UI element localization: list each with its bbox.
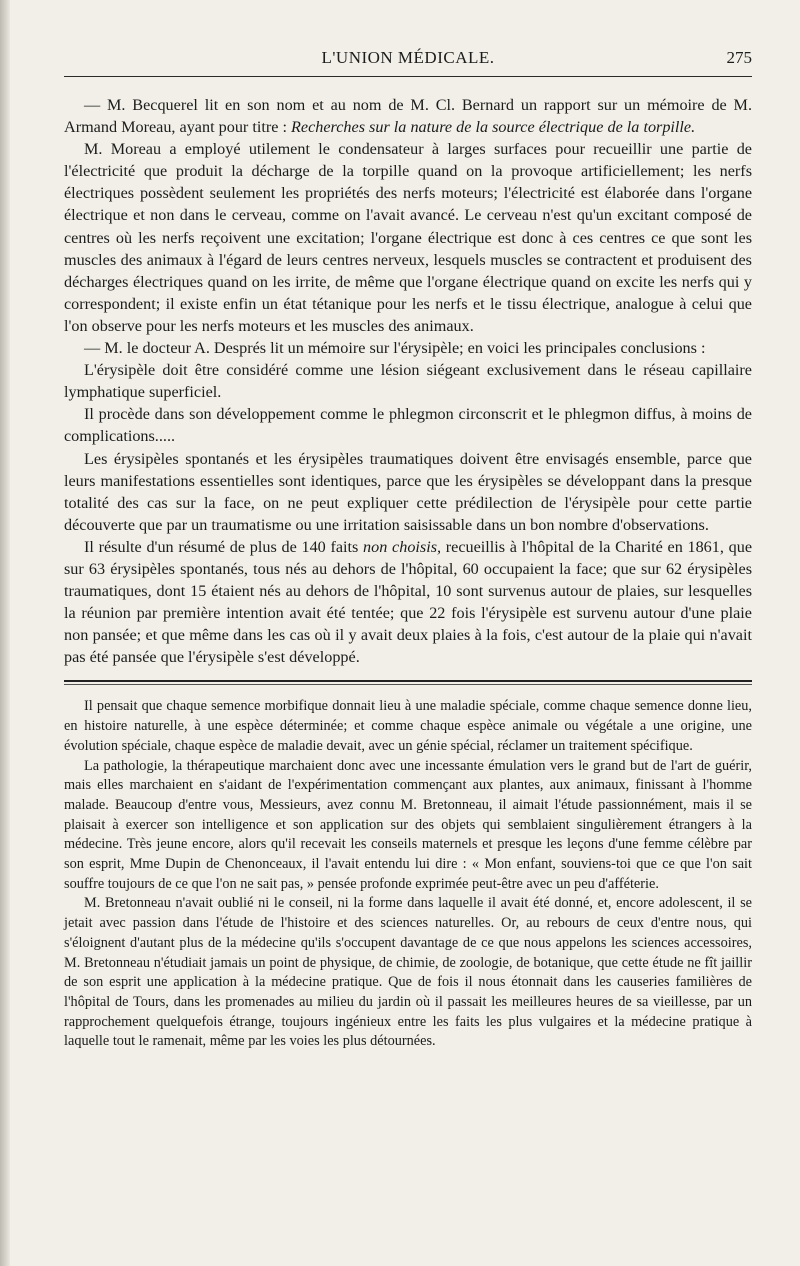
paragraph-conclusion-4 xyxy=(64,536,752,669)
page-gutter-shadow xyxy=(0,0,10,1266)
note-paragraph-1: Il pensait que chaque semence morbifique donnait lieu à une maladie spéciale, comme chaque semence donne lieu, en histoire naturelle, à une espèce déterminée; et comme chaque espèce animale ou végétale a une origine, une évolution spéciale, chaque espèce de maladie devait, avec un génie spécial, réclamer un traitement spécifique. xyxy=(64,698,752,754)
note-paragraph-2: La pathologie, la thérapeutique marchaient donc avec une incessante émulation vers le grand but de l'art de guérir, mais elles marchaient en s'aidant de l'expérimentation commençant aux plantes, aux animaux, finissant à l'homme malade. Beaucoup d'entre vous, Messieurs, avez connu M. Bretonneau, il aimait l'étude passionnément, mais il se plaisait à exercer son intelligence et son application sur des objets qui semblaient singulièrement étrangers à la médecine. Très jeune encore, alors qu'il recevait les conseils maternels et presque les leçons d'une femme célèbre par son esprit, Mme Dupin de Chenonceaux, il l'avait entendu lui dire : « Mon enfant, souviens-toi que ce que l'on sait souffre toujours de ce que l'on ne sait pas, » pensée profonde exprimée peut-être avec un peu d'afféterie. xyxy=(64,757,752,892)
memoir-title: Recherches sur la nature de la source électrique de la torpille. xyxy=(291,118,696,137)
emphasis-text: non choisis, xyxy=(363,537,442,556)
paragraph-conclusion-1: L'érysipèle doit être considéré comme une lésion siégeant exclusivement dans le réseau capillaire lymphatique superficiel. xyxy=(64,361,752,402)
paragraph-becquerel-report xyxy=(64,94,752,138)
feuilleton-section xyxy=(64,697,752,1052)
paragraph-text: Il résulte d'un résumé de plus de 140 faits xyxy=(84,537,364,556)
paragraph-despres-intro: — M. le docteur A. Després lit un mémoire sur l'érysipèle; en voici les principales conclusions : xyxy=(84,339,706,358)
article-body xyxy=(64,94,752,668)
paragraph-conclusion-3: Les érysipèles spontanés et les érysipèles traumatiques doivent être envisagés ensemble, parce que leurs manifestations essentielles sont identiques, parce que les érysipèles se développant dans la presque totalité des cas sur la face, on ne peut expliquer cette prédilection de l'érysipèle pour cette partie découverte que par un traumatisme ou une irritation saisissable dans un bon nombre d'observations. xyxy=(64,449,752,534)
section-divider-rule xyxy=(64,680,752,685)
paragraph-moreau-findings: M. Moreau a employé utilement le condensateur à larges surfaces pour recueillir une partie de l'électricité que produit la décharge de la torpille quand on la provoque artificiellement; les nerfs électriques possèdent seulement les propriétés des nerfs moteurs; l'électricité est élaborée dans l'organe électrique et non dans le cerveau, comme on l'avait avancé. Le cerveau n'est qu'un excitant composé de centres où les nerfs reçoivent une excitation; l'organe électrique est donc à ces centres ce que sont les muscles des animaux à l'égard de leurs centres nerveux, lesquels muscles se contractent et produisent des décharges électriques quand on les irrite, de même que l'organe électrique quand on excite les nerfs qui y correspondent; il existe enfin un état tétanique pour les nerfs et le tissu électrique, analogue à celui que l'on observe pour les nerfs moteurs et les muscles des animaux. xyxy=(64,140,752,335)
header-rule xyxy=(64,76,752,77)
paragraph-text: — M. Becquerel lit en son nom et au nom de M. Cl. Bernard un rapport sur un mémoire de M. Armand Moreau, ayant pour titre : xyxy=(64,96,752,137)
paragraph-text: recueillis à l'hôpital de la Charité en 1861, que sur 63 érysipèles spontanés, tous nés au dehors de l'hôpital, 60 occupaient la face; que sur 62 érysipèles traumatiques, dont 15 étaient nés au dehors de l'hôpital, 10 sont survenus autour de plaies, sur lesquelles la réunion par première intention avait été tentée; que 22 fois l'érysipèle est survenu autour d'une plaie non pansée; et que même dans les cas où il y avait deux plaies à la fois, c'est autour de la plaie qui n'avait pas été pansée que l'érysipèle s'est développé. xyxy=(64,537,752,667)
page-header xyxy=(64,22,752,82)
running-title: L'UNION MÉDICALE. xyxy=(321,48,495,67)
paragraph-conclusion-2: Il procède dans son développement comme le phlegmon circonscrit et le phlegmon diffus, à moins de complications..... xyxy=(64,405,752,446)
note-paragraph-3: M. Bretonneau n'avait oublié ni le conseil, ni la forme dans laquelle il avait été donné, et, encore adolescent, il se jetait avec passion dans l'étude de l'histoire et des sciences naturelles. Or, au rebours de ceux d'entre nous, qui s'éloignent d'autant plus de la médecine qu'ils s'occupent davantage de ce que nous appelons les sciences accessoires, M. Bretonneau n'étudiait jamais un point de physique, de chimie, de zoologie, de botanique, que cette étude ne fît jaillir de son esprit une application à la médecine pratique. Que de fois il nous étonnait dans les causeries familières de l'hôpital de Tours, dans les promenades au milieu du jardin où il passait les meilleures heures de sa vieillesse, par un rapprochement quelquefois étrange, toujours ingénieux entre les faits les plus vulgaires et la médecine pratique à laquelle tout le ramenait, même par les voies les plus détournées. xyxy=(64,895,752,1050)
page-number: 275 xyxy=(726,48,752,67)
